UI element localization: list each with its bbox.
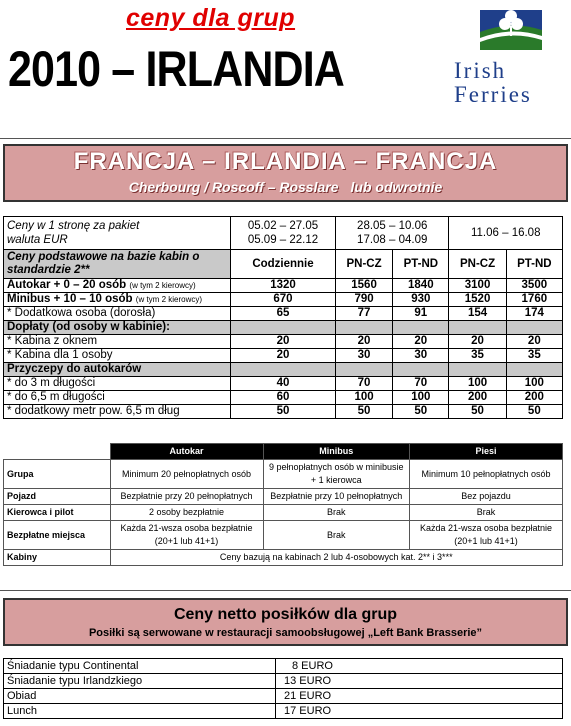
col-header: PT-ND [393, 250, 449, 279]
table-row: Kierowca i pilot 2 osoby bezpłatnie Brak Brak [4, 505, 563, 521]
table-row: * do 3 m długości 40 70 70 100 100 [4, 377, 563, 391]
table-row: Kabiny Ceny bazują na kabinach 2 lub 4-osobowych kat. 2** i 3*** [4, 550, 563, 566]
route-ports-line [5, 179, 566, 195]
table-row: Minibus + 10 – 10 osób (w tym 2 kierowcy) 670 790 930 1520 1760 [4, 293, 563, 307]
table-row: * do 6,5 m długości 60 100 100 200 200 [4, 391, 563, 405]
conditions-table [3, 443, 563, 566]
table-row: Śniadanie typu Irlandzkiego 13 EURO [4, 674, 563, 689]
meals-table [3, 658, 563, 719]
meals-subtitle: Posiłki są serwowane w restauracji samoobsługowej „Left Bank Brasserie” [88, 627, 483, 639]
table-row: Lunch 17 EURO [4, 704, 563, 719]
table-row: Autokar + 0 – 20 osób (w tym 2 kierowcy) 1320 1560 1840 3100 3500 [4, 279, 563, 293]
col-header: PT-ND [506, 250, 562, 279]
table-row: Obiad 21 EURO [4, 689, 563, 704]
period-3: 11.06 – 16.08 [449, 217, 563, 250]
route-title: FRANCJA – IRLANDIA – FRANCJA [73, 148, 498, 175]
table-row: Bezpłatne miejsca Każda 21-wsza osoba bezpłatnie (20+1 lub 41+1) Brak Każda 21-wsza osoba bezpłatnie (20+1 lub 41+1) [4, 521, 563, 550]
col-header: PN-CZ [335, 250, 392, 279]
table-row: Pojazd Bezpłatnie przy 20 pełnopłatnych Bezpłatnie przy 10 pełnopłatnych Bez pojazdu [4, 489, 563, 505]
col-header-piesi: Piesi [409, 444, 562, 460]
period-1: 05.02 – 27.05 05.09 – 22.12 [231, 217, 336, 250]
table-row: * Kabina dla 1 osoby 20 30 30 35 35 [4, 349, 563, 363]
table-row: Grupa Minimum 20 pełnopłatnych osób 9 pełnopłatnych osób w minibusie + 1 kierowca Minimum 10 pełnopłatnych osób [4, 460, 563, 489]
meals-title: Ceny netto posiłków dla grup [173, 606, 398, 623]
route-reverse: lub odwrotnie [350, 179, 443, 195]
section-row: Przyczepy do autokarów [4, 363, 563, 377]
period-label: Ceny w 1 stronę za pakiet waluta EUR [4, 217, 231, 250]
col-header: PN-CZ [449, 250, 506, 279]
divider [0, 138, 571, 139]
col-header-autokar: Autokar [110, 444, 263, 460]
table-row: * Dodatkowa osoba (dorosła) 65 77 91 154 174 [4, 307, 563, 321]
divider [0, 590, 571, 591]
table-row: * Kabina z oknem 20 20 20 20 20 [4, 335, 563, 349]
col-header-minibus: Minibus [263, 444, 409, 460]
route-banner [3, 144, 568, 202]
subtitle: ceny dla grup [126, 4, 296, 32]
base-label: Ceny podstawowe na bazie kabin o standardzie 2** [4, 250, 231, 279]
irish-ferries-logo [450, 8, 565, 108]
meals-banner [3, 598, 568, 646]
logo-word-ferries: Ferries [454, 82, 532, 107]
route-ports: Cherbourg / Roscoff – Rosslare [128, 179, 339, 195]
period-2: 28.05 – 10.06 17.08 – 04.09 [335, 217, 449, 250]
table-row: * dodatkowy metr pow. 6,5 m dług 50 50 50 50 50 [4, 405, 563, 419]
logo-word-irish: Irish [454, 58, 507, 83]
price-table [3, 216, 563, 419]
page-title: 2010 – IRLANDIA [8, 41, 345, 97]
section-row: Dopłaty (od osoby w kabinie): [4, 321, 563, 335]
shamrock-icon [480, 10, 542, 50]
table-row: Śniadanie typu Continental 8 EURO [4, 659, 563, 674]
col-header: Codziennie [231, 250, 336, 279]
